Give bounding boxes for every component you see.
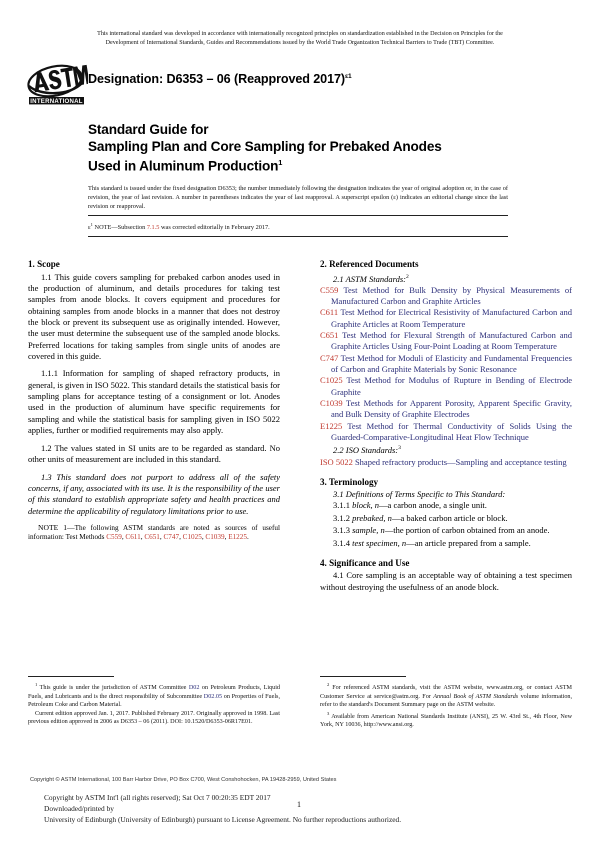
paragraph-4-1: 4.1 Core sampling is an acceptable way of obtaining a test specimen without destroying the usefulness of an anode block. xyxy=(320,570,572,592)
heading-significance-and-use: 4. Significance and Use xyxy=(320,557,410,568)
subsection-link-7-1-5[interactable]: 7.1.5 xyxy=(146,223,160,231)
subheading-astm-standards xyxy=(320,272,572,285)
term-3-1-1 xyxy=(320,500,572,511)
note-1-sep-2: , xyxy=(159,533,164,542)
subheading-astm-standards-label: 2.1 ASTM Standards: xyxy=(333,273,406,284)
reference-entry-iso-5022[interactable] xyxy=(320,457,572,468)
footnote-3-text: Available from American National Standards Institute (ANSI), 25 W. 43rd St., 4th Floor, New York, NY 10036, http://www.ansi.org. xyxy=(320,713,572,729)
term-3-1-2 xyxy=(320,513,572,524)
license-line-1: Copyright by ASTM Int'l (all rights reserved); Sat Oct 7 00:20:35 EDT 2017 xyxy=(44,793,271,802)
term-3-1-4-definition: —an article prepared from a sample. xyxy=(406,537,531,548)
license-line-2: Downloaded/printed by xyxy=(44,804,114,814)
reference-code-c1025[interactable]: C1025 xyxy=(320,375,343,386)
term-3-1-2-number: 3.1.2 xyxy=(333,512,353,523)
reference-title-c611: Test Method for Electrical Resistivity of Manufactured Carbon and Graphite Articles at Room Temperature xyxy=(331,307,572,329)
iso-standards-footnote-marker: 3 xyxy=(398,445,401,452)
reference-code-e1225[interactable]: E1225 xyxy=(320,420,343,431)
note-1-code-c1025[interactable]: C1025 xyxy=(182,533,202,542)
issue-divider-top xyxy=(88,215,508,216)
note-1-label: NOTE 1— xyxy=(38,522,75,532)
reference-code-iso-5022[interactable]: ISO 5022 xyxy=(320,456,353,467)
paragraph-1-3: 1.3 This standard does not purport to address all of the safety concerns, if any, associated with its use. It is the responsibility of the user of this standard to establish appropriate safety and health practices and determine the applicability of regulatory limitations prior to use. xyxy=(28,471,280,516)
heading-terminology: 3. Terminology xyxy=(320,476,379,487)
term-3-1-1-definition: —a carbon anode, a single unit. xyxy=(379,500,487,511)
epsilon-note-superscript: 1 xyxy=(90,221,93,227)
footnote-3-marker: 3 xyxy=(327,710,330,716)
footnote-1-text-b: on Petroleum Products, Liquid Fuels, and Lubricants and is the direct responsibility of Subcommittee xyxy=(28,685,280,700)
footnotes-block xyxy=(28,676,572,746)
note-1-sep-3: , xyxy=(179,533,183,542)
committee-link-d02[interactable]: D02 xyxy=(188,685,200,692)
term-3-1-3-definition: —the portion of carbon obtained from an anode. xyxy=(384,525,550,536)
subcommittee-link-d02-05[interactable]: D02.05 xyxy=(203,693,223,700)
footnote-rule-right xyxy=(320,676,406,677)
term-3-1-3-number: 3.1.3 xyxy=(333,525,353,536)
term-3-1-2-word: prebaked, n xyxy=(352,512,392,523)
title-line-3-text: Used in Aluminum Production xyxy=(88,158,279,174)
term-3-1-3-word: sample, n xyxy=(352,525,385,536)
heading-referenced-documents: 2. Referenced Documents xyxy=(320,259,419,269)
issue-divider-bottom xyxy=(88,236,508,237)
reference-entry-e1225[interactable] xyxy=(320,421,572,444)
note-1-text: The following ASTM standards are noted as sources of useful information: Test Methods xyxy=(28,523,280,542)
reference-title-c1025: Test Method for Modulus of Rupture in Bending of Electrode Graphite xyxy=(331,375,572,397)
reference-title-e1225: Test Method for Thermal Conductivity of Solids Using the Guarded-Comparative-Longitudinal Heat Flow Technique xyxy=(331,420,572,443)
reference-title-c1039: Test Methods for Apparent Porosity, Apparent Specific Gravity, and Bulk Density of Graphite Electrodes xyxy=(331,398,572,420)
note-1-sep-0: , xyxy=(121,533,126,542)
issue-statement-block xyxy=(88,184,508,237)
footnotes-left xyxy=(28,676,280,727)
subheading-definitions: 3.1 Definitions of Terms Specific to This Standard: xyxy=(333,489,506,499)
paragraph-1-2: 1.2 The values stated in SI units are to be regarded as standard. No other units of measurement are included in this standard. xyxy=(28,442,280,465)
footnote-current-edition: Current edition approved Jan. 1, 2017. Published February 2017. Originally approved in 1998. Last previous edition approved in 2006 as D6353 – 06 (2011). DOI: 10.1520/D6353-06R17E01. xyxy=(28,710,280,726)
term-3-1-4-number: 3.1.4 xyxy=(333,537,353,548)
term-3-1-2-definition: —a baked carbon article or block. xyxy=(391,512,508,523)
tbt-notice-line-2: Development of International Standards, Guides and Recommendations issued by the World Trade Organization Technical Barriers to Trade (TBT) Committee. xyxy=(105,40,495,47)
term-3-1-4-word: test specimen, n xyxy=(352,537,407,548)
designation-row xyxy=(22,60,572,112)
designation-epsilon-superscript: ε1 xyxy=(344,72,352,80)
title-footnote-marker: 1 xyxy=(278,158,283,168)
note-1-code-c747[interactable]: C747 xyxy=(163,533,180,542)
license-line-3: University of Edinburgh (University of Edinburgh) pursuant to License Agreement. No further reproductions authorized. xyxy=(44,815,402,825)
note-1-code-c1039[interactable]: C1039 xyxy=(205,533,225,542)
paragraph-1-1: 1.1 This guide covers sampling for prebaked carbon anodes used in the production of aluminum, and details procedures for taking test samples from anode blocks. It covers equipment and procedures for obtaining samples from anode blocks in a manner that does not destroy the block or prevent its subsequent use as originally intended. However, the user must determine the subsequent use of the sampled anode blocks. Preferred locations for taking samples from single units of anodes are covered in this guide. xyxy=(28,271,280,361)
reference-title-c651: Test Method for Flexural Strength of Manufactured Carbon and Graphite Articles Using Four-Point Loading at Room Temperature xyxy=(331,330,572,352)
footnote-1-text-a: This guide is under the jurisdiction of ASTM Committee xyxy=(37,685,189,692)
reference-entry-c1025[interactable] xyxy=(320,375,572,398)
title-line-1: Standard Guide for xyxy=(88,122,209,137)
reference-code-c611[interactable]: C611 xyxy=(320,307,339,318)
footnote-2-text-b: volume information, refer to the standard's Document Summary page on the ASTM website. xyxy=(320,693,573,709)
body-columns xyxy=(28,258,572,658)
epsilon-note-text-b: was corrected editorially in February 2017. xyxy=(159,223,270,231)
note-1-code-e1225[interactable]: E1225 xyxy=(228,533,247,542)
footnote-3 xyxy=(320,710,572,730)
issue-statement-text: This standard is issued under the fixed designation D6353; the number immediately following the designation indicates the year of original adoption or, in the case of revision, the year of last revision. A number in parentheses indicates the year of last reapproval. A superscript epsilon (ε) indicates an editorial change since the last revision or reapproval. xyxy=(88,185,508,211)
note-1-sep-1: , xyxy=(140,533,145,542)
term-3-1-1-number: 3.1.1 xyxy=(333,500,353,511)
reference-code-c1039[interactable]: C1039 xyxy=(320,398,343,409)
svg-text:INTERNATIONAL: INTERNATIONAL xyxy=(30,98,83,105)
designation-text xyxy=(88,72,352,86)
note-1-code-c651[interactable]: C651 xyxy=(144,533,160,542)
subheading-iso-standards xyxy=(320,443,572,456)
reference-entry-c1039[interactable] xyxy=(320,398,572,421)
tbt-notice xyxy=(30,30,570,48)
note-1 xyxy=(28,523,280,543)
epsilon-note-text-a: NOTE—Subsection xyxy=(92,223,147,231)
reference-title-c747: Test Method for Moduli of Elasticity and Fundamental Frequencies of Carbon and Graphite Materials by Sonic Resonance xyxy=(331,352,572,375)
title-line-2: Sampling Plan and Core Sampling for Prebaked Anodes xyxy=(88,138,442,154)
title-line-3 xyxy=(88,155,558,175)
note-1-sep-5: , xyxy=(224,533,229,542)
tbt-notice-line-1: This international standard was developed in accordance with internationally recognized principles on standardization established in the Decision on Principles for the xyxy=(97,31,503,37)
note-1-sep-6: . xyxy=(246,533,249,542)
footnote-1-text-c: on Properties of Fuels, Petroleum Coke and Carbon Material. xyxy=(28,693,280,709)
reference-entry-c651[interactable] xyxy=(320,330,572,353)
footnote-2-text-a: For referenced ASTM standards, visit the ASTM website, www.astm.org, or contact ASTM Customer Service at service@astm.org. For xyxy=(320,685,572,700)
designation-label: Designation: D6353 – 06 (Reapproved 2017) xyxy=(88,72,345,86)
subheading-iso-standards-label: 2.2 ISO Standards: xyxy=(333,445,399,456)
left-column xyxy=(28,258,280,543)
epsilon-editorial-note xyxy=(88,220,508,232)
term-3-1-1-word: block, n xyxy=(352,500,380,511)
page-number: 1 xyxy=(297,800,301,809)
reference-entry-c747[interactable] xyxy=(320,353,572,376)
reference-entry-c611[interactable] xyxy=(320,307,572,330)
footnote-1-marker: 1 xyxy=(35,682,38,688)
term-3-1-3 xyxy=(320,525,572,536)
astm-logo xyxy=(24,62,88,108)
epsilon-note-symbol: ε xyxy=(88,223,91,231)
heading-scope: 1. Scope xyxy=(28,259,60,269)
reference-code-c559[interactable]: C559 xyxy=(320,284,339,295)
page-title xyxy=(88,122,558,175)
reference-entry-c559[interactable] xyxy=(320,285,572,308)
reference-title-c559: Test Method for Bulk Density by Physical Measurements of Manufactured Carbon and Graphite Articles xyxy=(331,284,572,307)
right-column xyxy=(320,258,572,593)
reference-title-iso-5022: Shaped refractory products—Sampling and acceptance testing xyxy=(354,456,567,467)
footnote-2-italic-title: Annual Book of ASTM Standards xyxy=(433,693,519,700)
copyright-notice: Copyright © ASTM International, 100 Barr Harbor Drive, PO Box C700, West Conshohocken, PA 19428-2959, United States xyxy=(30,777,337,783)
astm-standards-footnote-marker: 2 xyxy=(405,273,409,280)
reference-code-c747[interactable]: C747 xyxy=(320,352,339,363)
note-1-sep-4: , xyxy=(201,533,206,542)
note-1-code-c559[interactable]: C559 xyxy=(106,533,122,542)
footnote-2 xyxy=(320,681,572,710)
footnote-2-marker: 2 xyxy=(327,682,330,688)
term-3-1-4 xyxy=(320,538,572,549)
note-1-code-c611[interactable]: C611 xyxy=(125,533,141,542)
reference-code-c651[interactable]: C651 xyxy=(320,330,339,341)
footnote-1 xyxy=(28,681,280,710)
footnote-rule-left xyxy=(28,676,114,677)
footnotes-right xyxy=(320,676,572,730)
paragraph-1-1-1: 1.1.1 Information for sampling of shaped refractory products, in general, is given in ISO 5022. This standard details the statistical basis for sampling plans for acceptance testing of a consignment or lot. Anodes used in the production of aluminum have specific requirements for sampling and while the statistical basis for sampling given in ISO 5022 applies, further or modified requirements may also apply. xyxy=(28,368,280,436)
